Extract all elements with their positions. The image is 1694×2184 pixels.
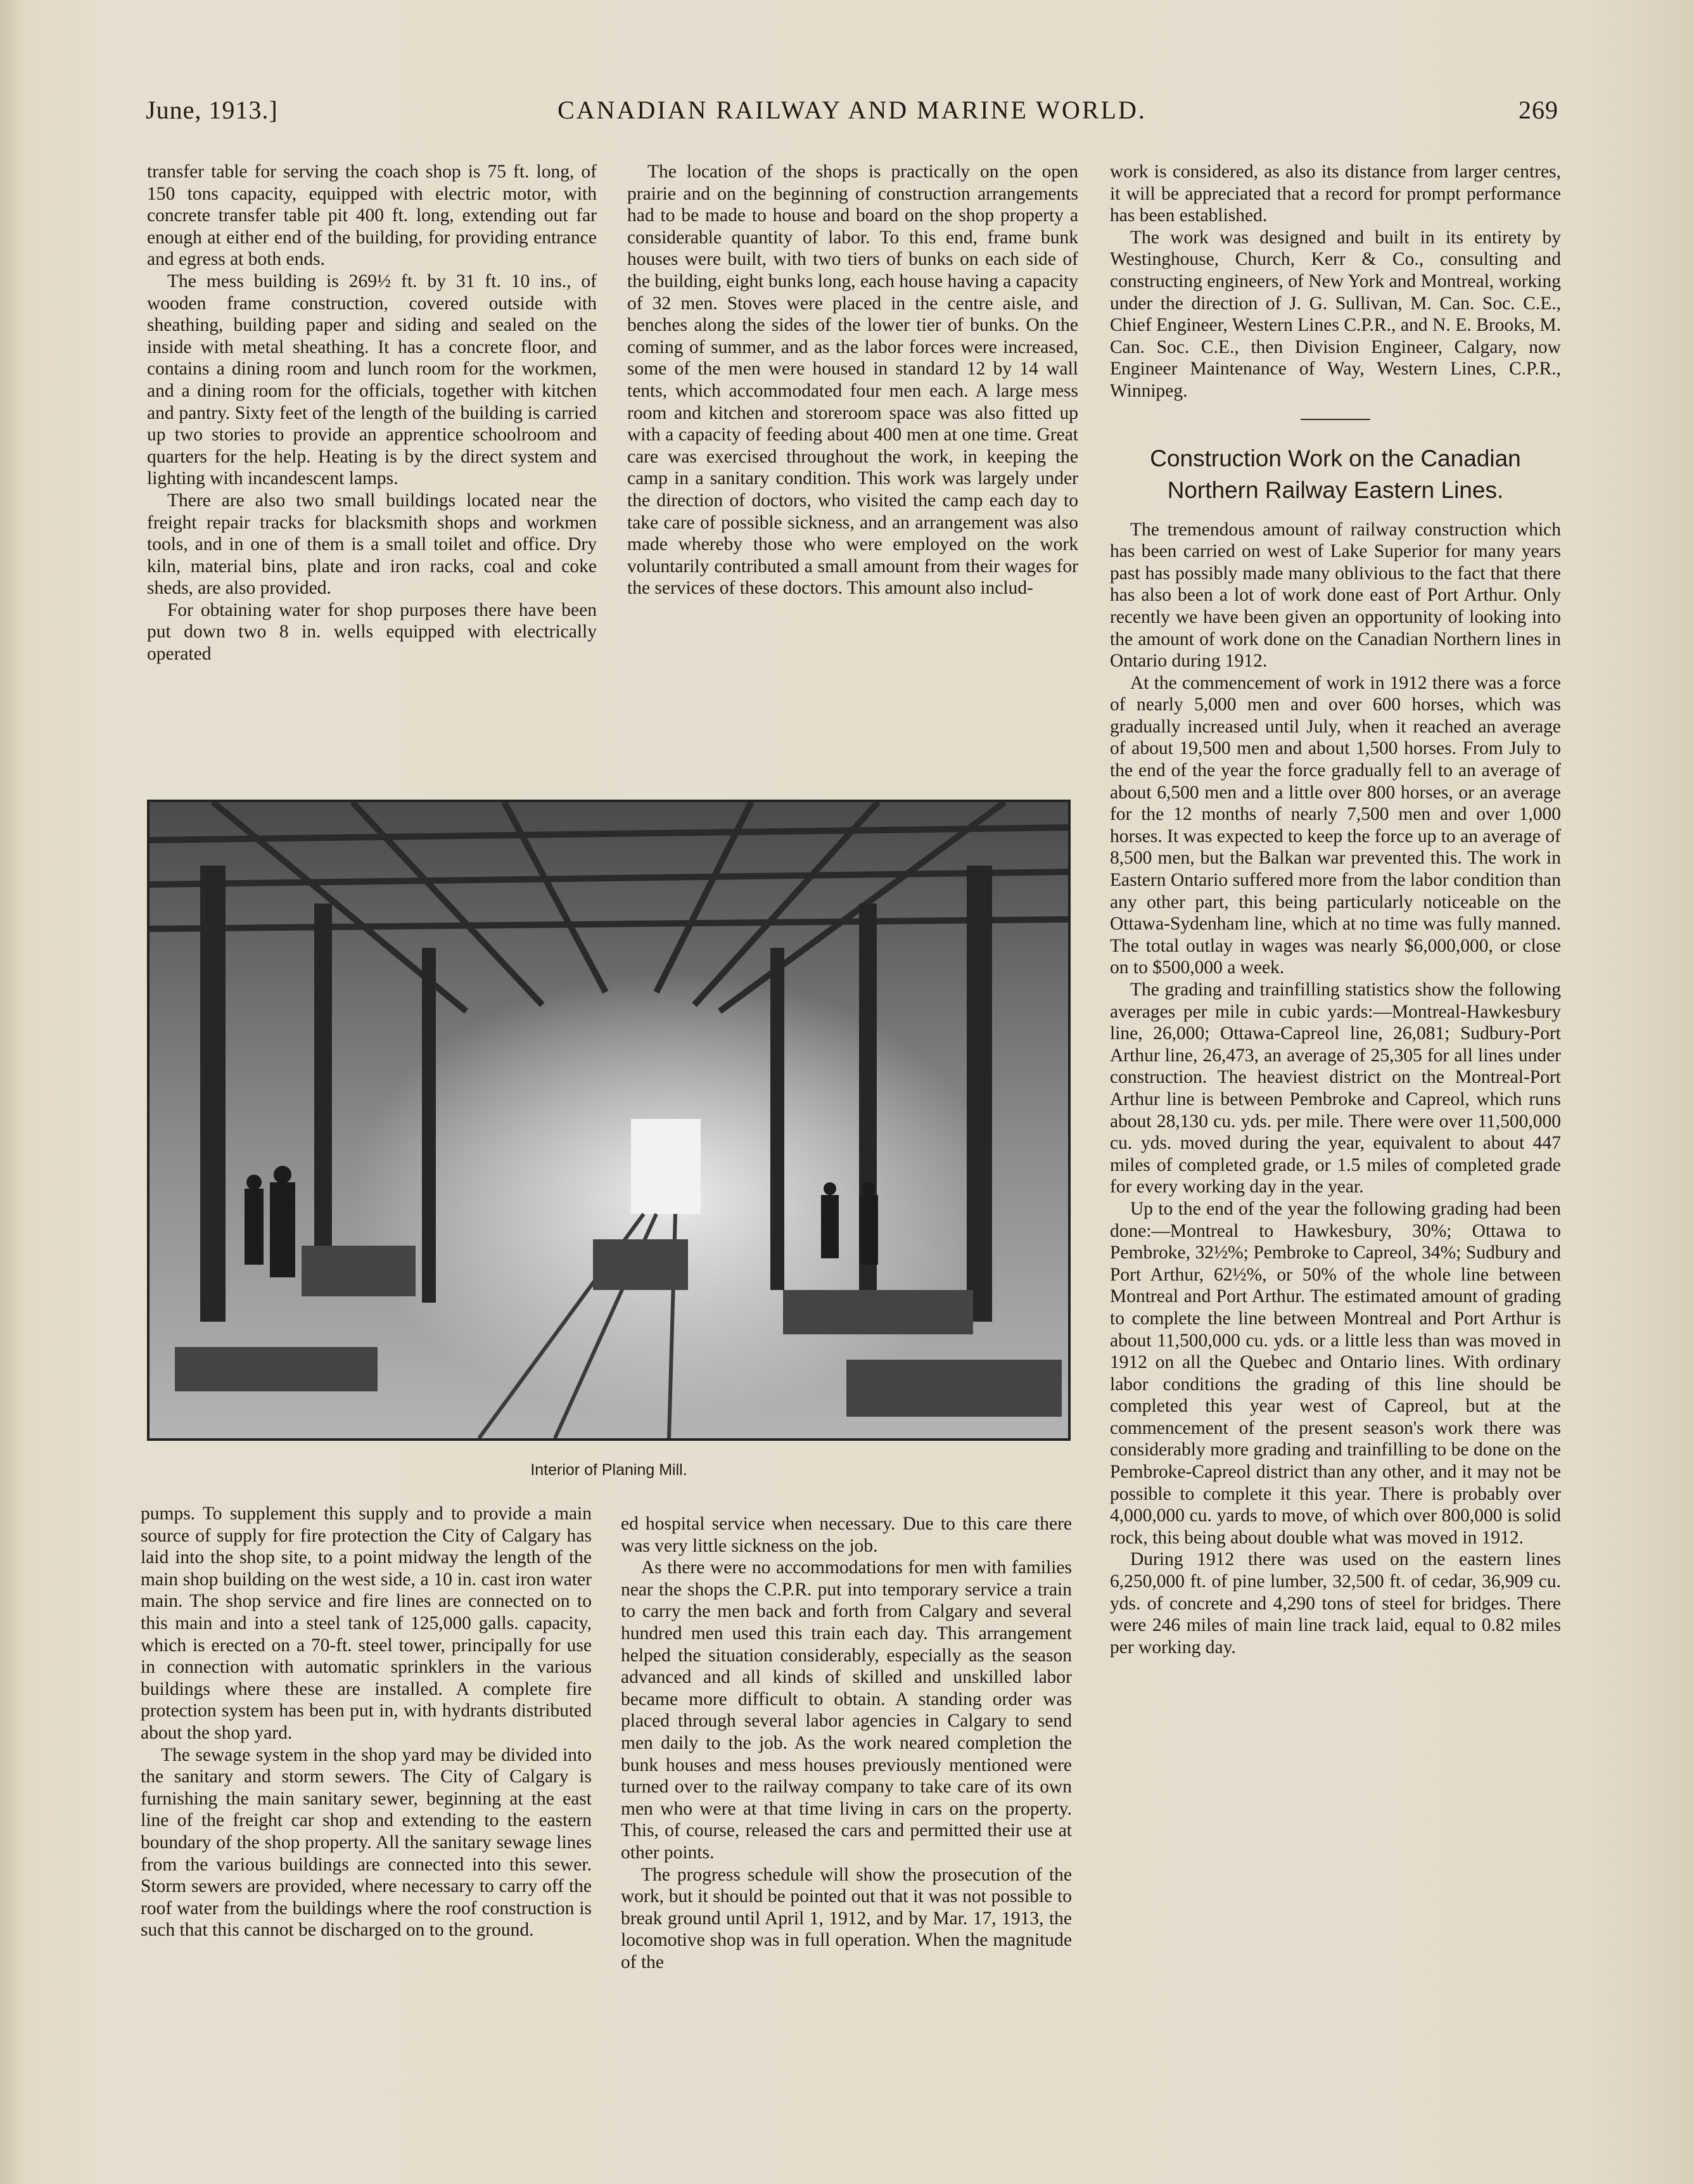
paragraph: The location of the shops is practically on the open prairie and on the beginning of construction arrangements had to be made to house and board on the shop property a considerable quantity of labor. To this end, frame bunk houses were built, with two tiers of bunks on each side of the building, eight bunks long, each house having a capacity of 32 men. Stoves were placed in the centre aisle, and benches along the sides of the lower tier of bunks. On the coming of summer, and as the labor forces were increased, some of the men were housed in standard 12 by 14 wall tents, which accommodated four men each. A large mess room and kitchen and storeroom space was also fitted up with a capacity of feeding about 400 men at one time. Great care was exercised throughout the work, in keeping the camp in a sanitary condition. This work was largely under the direction of doctors, who visited the camp each day to take care of possible sickness, and an arrangement was also made whereby those who were employed on the work voluntarily contributed a small amount from their wages for the services of these doctors. This amount also includ- xyxy=(627,162,1078,599)
paragraph: For obtaining water for shop purposes there have been put down two 8 in. wells equipped with electrically operated xyxy=(147,599,597,665)
paragraph: The tremendous amount of railway construction which has been carried on west of Lake Superior for many years past has possibly made many oblivious to the fact that there has also been a lot of work done east of Port Arthur. Only recently we have been given an opportunity of looking into the amount of work done on the Canadian Northern lines in Ontario during 1912. xyxy=(1110,519,1561,672)
paragraph: The work was designed and built in its entirety by Westinghouse, Church, Kerr & Co., consulting and constructing engineers, of New York and Montreal, working under the direction of J. G. Sullivan, M. Can. Soc. C.E., Chief Engineer, Western Lines C.P.R., and N. E. Brooks, M. Can. Soc. C.E., then Division Engineer, Calgary, now Engineer Maintenance of Way, Western Lines, C.P.R., Winnipeg. xyxy=(1110,227,1561,401)
paragraph: ed hospital service when necessary. Due to this care there was very little sickness on the job. xyxy=(621,1514,1072,1556)
paragraph: work is considered, as also its distance from larger centres, it will be appreciated that a record for prompt performance has been established. xyxy=(1110,162,1561,226)
divider-rule xyxy=(1301,419,1370,420)
column-1-bottom xyxy=(141,1503,592,1941)
section-title-line: Construction Work on the Canadian xyxy=(1150,445,1521,471)
planing-mill-photo-illustration xyxy=(150,802,1068,1438)
column-2-top xyxy=(627,161,1078,599)
paragraph: During 1912 there was used on the eastern lines 6,250,000 ft. of pine lumber, 32,500 ft. of cedar, 36,909 cu. yds. of concrete and 4,290 tons of steel for bridges. There were 246 miles of main line track laid, equal to 0.82 miles per working day. xyxy=(1110,1549,1561,1657)
paragraph: The grading and trainfilling statistics show the following averages per mile in cubic yards:—Montreal-Hawkesbury line, 26,000; Ottawa-Capreol line, 26,081; Sudbury-Port Arthur line, 26,473, an average of 25,305 for all lines under construction. The heaviest district on the Montreal-Port Arthur line is between Pembroke and Capreol, which runs about 28,130 cu. yds. per mile. There were over 11,500,000 cu. yds. moved during the year, equivalent to about 447 miles of completed grade, or 1.5 miles of completed grade for every working day in the year. xyxy=(1110,980,1561,1197)
paragraph: As there were no accommodations for men with families near the shops the C.P.R. put into temporary service a train to carry the men back and forth from Calgary and several hundred men used this train each day. This arrangement helped the situation considerably, especially as the season advanced and all kinds of skilled and unskilled labor became more difficult to obtain. A standing order was placed through several labor agencies in Calgary to send men daily to the job. As the work neared completion the bunk houses and mess houses previously mentioned were turned over to the railway company to take care of its own men who were at that time living in cars on the property. This, of course, released the cars and permitted their use at other points. xyxy=(621,1557,1072,1863)
paragraph: transfer table for serving the coach shop is 75 ft. long, of 150 tons capacity, equipped with electric motor, with concrete transfer table pit 400 ft. long, extending out far enough at either end of the building, for providing entrance and egress at both ends. xyxy=(147,162,597,270)
paragraph: pumps. To supplement this supply and to provide a main source of supply for fire protection the City of Calgary has laid into the shop site, to a point midway the length of the main shop building on the west side, a 10 in. cast iron water main. The shop service and fire lines are connected on to this main and into a steel tank of 125,000 galls. capacity, which is erected on a 70-ft. steel tower, principally for use in connection with automatic sprinklers in the various buildings where these are installed. A complete fire protection system has been put in, with hydrants distributed about the shop yard. xyxy=(141,1504,592,1743)
issue-date: June, 1913.] xyxy=(146,96,278,124)
paragraph: The sewage system in the shop yard may be divided into the sanitary and storm sewers. The City of Calgary is furnishing the main sanitary sewer, beginning at the east line of the freight car shop and extending to the eastern boundary of the shop property. All the sanitary sewage lines from the various buildings are connected into this sewer. Storm sewers are provided, where necessary to carry off the roof water from the buildings where the roof construction is such that this cannot be discharged on to the ground. xyxy=(141,1744,592,1941)
page-number: 269 xyxy=(1519,96,1558,124)
column-2-bottom xyxy=(621,1513,1072,1973)
publication-title: CANADIAN RAILWAY AND MARINE WORLD. xyxy=(557,96,1147,124)
paragraph: Up to the end of the year the following grading had been done:—Montreal to Hawkesbury, 30%; Ottawa to Pembroke, 32½%; Pembroke to Capreol, 34%; Sudbury and Port Arthur, 62½%, or 50% of the whole line between Montreal and Port Arthur. The estimated amount of grading to complete the line between Montreal and Port Arthur is about 11,500,000 cu. yds. or a little less than was moved in 1912 on all the Quebec and Ontario lines. With ordinary labor conditions the grading of this line should be completed this year west of Capreol, but at the commencement of the present season's work there was considerably more grading and trainfilling to be done on the Pembroke-Capreol district than any other, and it may not be possible to complete it this year. There is probably over 4,000,000 cu. yards to move, of which over 800,000 is solid rock, this being about double what was moved in 1912. xyxy=(1110,1198,1561,1548)
paragraph: The mess building is 269½ ft. by 31 ft. 10 ins., of wooden frame construction, covered outside with sheathing, building paper and siding and sealed on the inside with metal sheathing. It has a concrete floor, and contains a dining room and lunch room for the workmen, and a dining room for the officials, together with kitchen and pantry. Sixty feet of the length of the building is carried up two stories to provide an apprentice schoolroom and quarters for the help. Heating is by the direct system and lighting with incandescent lamps. xyxy=(147,271,597,489)
page-header xyxy=(146,95,1558,133)
column-1-top xyxy=(147,161,597,665)
section-title xyxy=(1110,443,1561,506)
paragraph: There are also two small buildings located near the freight repair tracks for blacksmith shops and workmen tools, and in one of them is a small toilet and office. Dry kiln, material bins, plate and iron racks, coal and coke sheds, are also provided. xyxy=(147,490,597,599)
planing-mill-photo xyxy=(147,800,1071,1441)
column-3 xyxy=(1110,161,1561,1658)
paragraph: At the commencement of work in 1912 there was a force of nearly 5,000 men and over 600 horses, which was gradually increased until July, when it reached an average of about 19,500 men and about 1,500 horses. From July to the end of the year the force gradually fell to an average of about 6,500 men and a little over 800 horses, or an average for the 12 months of nearly 7,500 men and over 1,000 horses. It was expected to keep the force up to an average of 8,500 men, but the Balkan war prevented this. The work in Eastern Ontario suffered more from the labor condition than any other part, this being particularly noticeable on the Ottawa-Sydenham line, which at no time was fully manned. The total outlay in wages was nearly $6,000,000, or close on to $500,000 a week. xyxy=(1110,672,1561,978)
section-title-line: Northern Railway Eastern Lines. xyxy=(1167,476,1504,503)
figure-caption: Interior of Planing Mill. xyxy=(530,1461,687,1479)
paragraph: The progress schedule will show the prosecution of the work, but it should be pointed out that it was not possible to break ground until April 1, 1912, and by Mar. 17, 1913, the locomotive shop was in full operation. When the magnitude of the xyxy=(621,1864,1072,1972)
